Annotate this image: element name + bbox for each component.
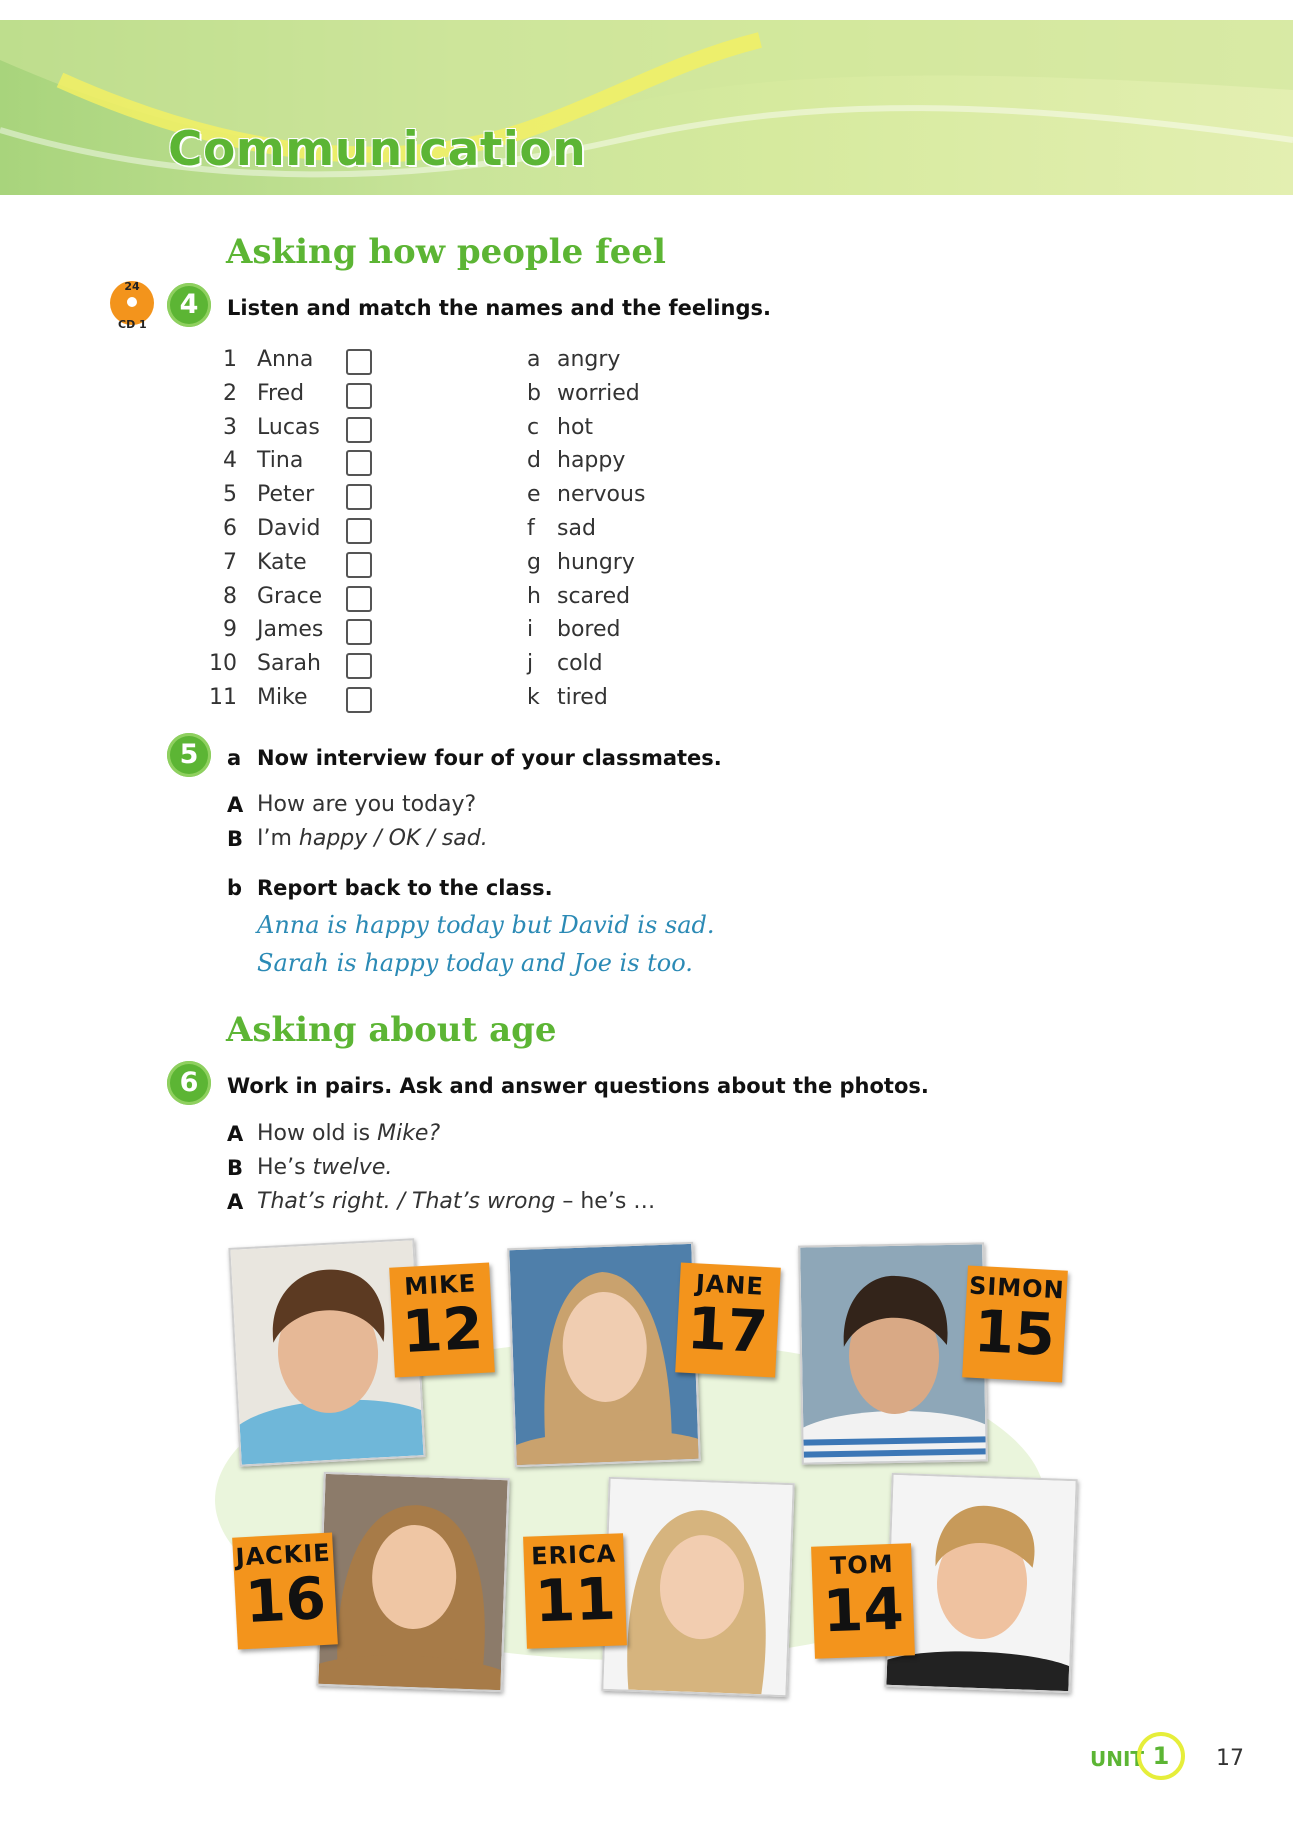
item-number: 9 <box>223 617 237 643</box>
feeling-letter: i <box>527 617 534 643</box>
page-title: Communication <box>168 122 587 177</box>
unit-number: 1 <box>1137 1732 1185 1780</box>
feeling-word: hungry <box>557 549 635 575</box>
dialogue-speaker: A <box>227 1122 244 1146</box>
feeling-word: cold <box>557 651 603 677</box>
tag-age: 11 <box>533 1564 617 1636</box>
answer-checkbox[interactable] <box>346 417 372 443</box>
dialogue-speaker: A <box>227 793 244 817</box>
tag-name: ERICA <box>530 1539 617 1571</box>
feeling-letter: k <box>527 685 540 710</box>
portrait-image <box>509 1244 698 1465</box>
item-number: 2 <box>223 380 237 406</box>
tag-age: 15 <box>972 1296 1057 1370</box>
tag-age: 14 <box>821 1574 905 1646</box>
exercise-6-number: 6 <box>167 1061 211 1105</box>
age-tag <box>675 1262 781 1377</box>
dialogue-options: twelve. <box>312 1155 393 1180</box>
age-tag <box>232 1532 338 1649</box>
name-label: Mike <box>257 685 308 710</box>
tag-name: TOM <box>829 1549 895 1581</box>
age-tag <box>811 1543 915 1658</box>
feeling-letter: h <box>527 583 541 609</box>
dialogue-text: I’m <box>257 826 299 851</box>
dialogue-line <box>257 1121 440 1146</box>
tag-age: 12 <box>400 1293 485 1367</box>
dialogue-line: How are you today? <box>257 792 477 817</box>
cd-label: CD 1 <box>118 318 147 331</box>
name-label: Fred <box>257 380 305 406</box>
photo-tom <box>884 1473 1077 1693</box>
item-number: 4 <box>223 448 237 474</box>
feeling-letter: b <box>527 380 541 406</box>
name-label: Lucas <box>257 414 320 440</box>
name-label: David <box>257 516 321 541</box>
feeling-word: happy <box>557 448 626 474</box>
exercise-5a-letter: a <box>227 746 242 770</box>
exercise-6-instruction: Work in pairs. Ask and answer questions about the photos. <box>227 1074 929 1098</box>
feeling-word: scared <box>557 583 631 609</box>
dialogue-line <box>257 1189 655 1214</box>
tag-name: JANE <box>695 1269 765 1301</box>
feeling-word: tired <box>557 685 608 710</box>
unit-label: UNIT <box>1090 1747 1145 1771</box>
feeling-word: hot <box>557 414 594 440</box>
answer-checkbox[interactable] <box>346 383 372 409</box>
item-number: 7 <box>223 549 237 575</box>
dialogue-speaker: B <box>227 1156 244 1180</box>
name-label: Tina <box>257 448 304 474</box>
feeling-word: sad <box>557 516 596 541</box>
answer-checkbox[interactable] <box>346 619 372 645</box>
item-number: 3 <box>223 414 237 440</box>
answer-checkbox[interactable] <box>346 552 372 578</box>
name-label: Kate <box>257 549 307 575</box>
exercise-5b-letter: b <box>227 876 243 900</box>
tag-name: JACKIE <box>234 1538 332 1572</box>
feeling-word: bored <box>557 617 621 643</box>
item-number: 11 <box>209 685 237 710</box>
name-label: Peter <box>257 482 315 508</box>
answer-checkbox[interactable] <box>346 586 372 612</box>
dialogue-options: happy / OK / sad. <box>298 826 488 851</box>
tag-name: SIMON <box>968 1271 1066 1305</box>
answer-checkbox[interactable] <box>346 687 372 713</box>
dialogue-text: He’s <box>257 1155 313 1180</box>
photo-erica <box>601 1477 794 1697</box>
feeling-letter: f <box>527 516 535 541</box>
photo-jackie <box>316 1472 509 1692</box>
age-tag <box>962 1265 1068 1382</box>
exercise-5-number: 5 <box>167 733 211 777</box>
feeling-word: nervous <box>557 482 646 508</box>
tag-age: 17 <box>685 1293 770 1367</box>
item-number: 1 <box>223 347 237 372</box>
item-number: 10 <box>209 651 237 677</box>
feeling-letter: c <box>527 414 540 440</box>
feeling-letter: a <box>527 347 541 372</box>
age-tag <box>523 1533 627 1648</box>
name-label: Grace <box>257 583 323 609</box>
dialogue-line <box>257 826 488 851</box>
feeling-word: worried <box>557 380 640 406</box>
tag-age: 16 <box>243 1563 328 1637</box>
photo-jane <box>507 1242 701 1467</box>
item-number: 8 <box>223 583 237 609</box>
answer-checkbox[interactable] <box>346 653 372 679</box>
answer-checkbox[interactable] <box>346 450 372 476</box>
example-sentence: Anna is happy today but David is sad. <box>257 911 715 939</box>
photo-simon <box>798 1242 988 1464</box>
example-sentence: Sarah is happy today and Joe is too. <box>257 949 693 977</box>
cd-track-number: 24 <box>124 280 140 293</box>
feeling-letter: e <box>527 482 541 508</box>
dialogue-options: That’s right. / That’s wrong <box>257 1189 556 1214</box>
feeling-letter: g <box>527 549 541 575</box>
feeling-word: angry <box>557 347 621 372</box>
feeling-letter: j <box>527 651 534 677</box>
header-banner <box>0 20 1293 195</box>
exercise-4-number: 4 <box>167 283 211 327</box>
dialogue-text: How old is <box>257 1121 378 1146</box>
name-label: Anna <box>257 347 314 372</box>
name-label: James <box>257 617 324 643</box>
section-title-feel: Asking how people feel <box>226 232 666 272</box>
answer-checkbox[interactable] <box>346 349 372 375</box>
item-number: 6 <box>223 516 237 541</box>
exercise-5b-instruction: Report back to the class. <box>257 876 553 900</box>
exercise-5a-instruction: Now interview four of your classmates. <box>257 746 722 770</box>
answer-checkbox[interactable] <box>346 484 372 510</box>
tag-name: MIKE <box>403 1269 477 1301</box>
item-number: 5 <box>223 482 237 508</box>
age-tag <box>389 1262 495 1377</box>
feeling-letter: d <box>527 448 541 474</box>
exercise-4-instruction: Listen and match the names and the feelings. <box>227 296 771 320</box>
section-title-age: Asking about age <box>226 1010 557 1050</box>
name-label: Sarah <box>257 651 321 677</box>
dialogue-line <box>257 1155 392 1180</box>
portrait-image <box>886 1475 1075 1691</box>
portrait-image <box>603 1479 792 1695</box>
dialogue-speaker: B <box>227 827 244 851</box>
dialogue-speaker: A <box>227 1190 244 1214</box>
page-number: 17 <box>1216 1746 1244 1771</box>
answer-checkbox[interactable] <box>346 518 372 544</box>
dialogue-text: – he’s … <box>555 1189 656 1214</box>
portrait-image <box>318 1474 507 1690</box>
portrait-image <box>800 1244 986 1462</box>
dialogue-options: Mike? <box>377 1121 441 1146</box>
